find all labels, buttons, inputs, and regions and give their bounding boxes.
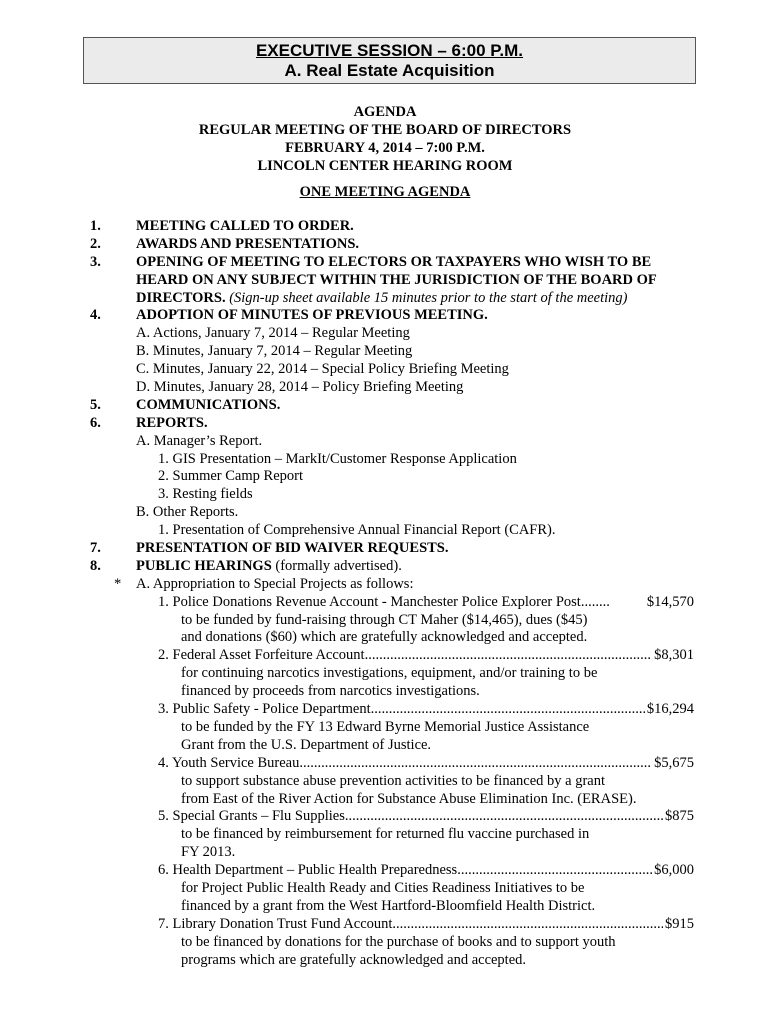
item-text: PUBLIC HEARINGS xyxy=(136,557,272,574)
header-date: FEBRUARY 4, 2014 – 7:00 P.M. xyxy=(285,140,485,156)
sub-item xyxy=(0,576,770,594)
item-number: 2. xyxy=(90,235,101,252)
appropriation-line xyxy=(0,647,770,665)
appropriation-label: 4. Youth Service Bureau xyxy=(158,754,300,771)
item-number: 4. xyxy=(90,307,101,324)
dot-leader xyxy=(365,647,653,665)
agenda-item xyxy=(0,236,770,254)
appropriation-desc xyxy=(0,880,770,898)
desc-line: financed by a grant from the West Hartford-Bloomfield Health District. xyxy=(181,897,596,914)
appropriation-desc xyxy=(0,898,770,916)
desc-line: to be funded by the FY 13 Edward Byrne Memorial Justice Assistance xyxy=(181,718,590,735)
appropriation-label: 1. Police Donations Revenue Account - Manchester Police Explorer Post........ xyxy=(158,593,610,610)
appropriation-line xyxy=(0,862,770,880)
appropriation-desc xyxy=(0,773,770,791)
agenda-item xyxy=(0,307,770,325)
appropriation-line xyxy=(0,808,770,826)
appropriation-label: 5. Special Grants – Flu Supplies xyxy=(158,808,345,825)
appropriation-desc xyxy=(0,791,770,809)
appropriation-line xyxy=(0,701,770,719)
executive-session-title: EXECUTIVE SESSION – 6:00 P.M. xyxy=(255,41,524,60)
appropriation-amount: $8,301 xyxy=(654,647,694,664)
item-text: DIRECTORS. xyxy=(136,289,226,306)
appropriation-desc xyxy=(0,844,770,862)
agenda-item xyxy=(0,254,770,272)
appropriation-amount: $14,570 xyxy=(646,593,694,610)
agenda-list xyxy=(0,218,770,969)
appropriation-amount: $5,675 xyxy=(654,754,694,771)
executive-session-item: A. Real Estate Acquisition xyxy=(284,61,495,80)
item-text: OPENING OF MEETING TO ELECTORS OR TAXPAYERS WHO WISH TO BE xyxy=(136,253,652,270)
dot-leader xyxy=(457,862,652,880)
item-text: HEARD ON ANY SUBJECT WITHIN THE JURISDICTION OF THE BOARD OF xyxy=(136,271,657,288)
item-number: 1. xyxy=(90,218,101,234)
appropriation-desc xyxy=(0,952,770,970)
desc-line: to be financed by donations for the purchase of books and to support youth xyxy=(181,933,616,950)
desc-line: to be financed by reimbursement for returned flu vaccine purchased in xyxy=(181,826,590,843)
item-number: 7. xyxy=(90,540,101,557)
desc-line: financed by proceeds from narcotics investigations. xyxy=(181,683,480,700)
header-location: LINCOLN CENTER HEARING ROOM xyxy=(257,158,513,174)
desc-line: for Project Public Health Ready and Cities Readiness Initiatives to be xyxy=(181,879,585,896)
agenda-item-continued xyxy=(0,290,770,308)
appropriation-desc xyxy=(0,665,770,683)
desc-line: for continuing narcotics investigations, equipment, and/or training to be xyxy=(181,665,598,682)
desc-line: and donations ($60) which are gratefully acknowledged and accepted. xyxy=(181,629,588,646)
appropriation-line xyxy=(0,594,770,612)
minutes-item: B. Minutes, January 7, 2014 – Regular Meeting xyxy=(136,343,413,360)
dot-leader xyxy=(371,701,645,719)
appropriation-line xyxy=(0,916,770,934)
dot-leader xyxy=(345,808,663,826)
desc-line: Grant from the U.S. Department of Justice. xyxy=(181,736,432,753)
dot-leader xyxy=(392,916,663,934)
agenda-item xyxy=(0,218,770,236)
desc-line: programs which are gratefully acknowledged and accepted. xyxy=(181,951,527,968)
agenda-item xyxy=(0,540,770,558)
item-number: 8. xyxy=(90,557,101,574)
report-item: 1. GIS Presentation – MarkIt/Customer Response Application xyxy=(158,450,517,467)
minutes-item: A. Actions, January 7, 2014 – Regular Meeting xyxy=(136,325,410,342)
appropriation-desc xyxy=(0,629,770,647)
item-text: REPORTS. xyxy=(136,414,208,431)
item-number: 3. xyxy=(90,253,101,270)
item-text: PRESENTATION OF BID WAIVER REQUESTS. xyxy=(136,540,449,557)
agenda-header xyxy=(0,103,770,201)
sub-item xyxy=(0,504,770,522)
desc-line: to be funded by fund-raising through CT Maher ($14,465), dues ($45) xyxy=(181,611,588,628)
signup-note: (Sign-up sheet available 15 minutes prior to the start of the meeting) xyxy=(225,289,628,306)
agenda-item xyxy=(0,397,770,415)
item-text: MEETING CALLED TO ORDER. xyxy=(136,218,354,234)
sub-item xyxy=(0,433,770,451)
appropriation-label: 6. Health Department – Public Health Preparedness xyxy=(158,862,458,879)
desc-line: FY 2013. xyxy=(181,844,236,861)
agenda-item xyxy=(0,415,770,433)
one-meeting-agenda-heading: ONE MEETING AGENDA xyxy=(299,184,471,200)
minutes-item: D. Minutes, January 28, 2014 – Policy Briefing Meeting xyxy=(136,379,464,396)
report-item: 3. Resting fields xyxy=(158,486,253,503)
appropriation-desc xyxy=(0,719,770,737)
minutes-item: C. Minutes, January 22, 2014 – Special Policy Briefing Meeting xyxy=(136,361,509,378)
item-text: COMMUNICATIONS. xyxy=(136,396,281,413)
dot-leader xyxy=(299,755,652,773)
executive-session-box xyxy=(83,37,696,84)
appropriation-amount: $16,294 xyxy=(646,701,694,718)
appropriation-label: 7. Library Donation Trust Fund Account xyxy=(158,915,393,932)
agenda-item-continued xyxy=(0,272,770,290)
appropriation-heading: A. Appropriation to Special Projects as follows: xyxy=(136,575,414,592)
appropriation-desc xyxy=(0,737,770,755)
item-text: ADOPTION OF MINUTES OF PREVIOUS MEETING. xyxy=(136,307,488,324)
appropriation-desc xyxy=(0,826,770,844)
appropriation-desc xyxy=(0,934,770,952)
sub-item xyxy=(0,343,770,361)
item-suffix: (formally advertised). xyxy=(271,557,402,574)
appropriation-label: 3. Public Safety - Police Department xyxy=(158,701,371,718)
appropriation-desc xyxy=(0,683,770,701)
appropriation-line xyxy=(0,755,770,773)
report-heading: A. Manager’s Report. xyxy=(136,432,263,449)
header-agenda: AGENDA xyxy=(353,104,417,120)
appropriation-desc xyxy=(0,612,770,630)
agenda-item xyxy=(0,558,770,576)
appropriation-amount: $6,000 xyxy=(654,862,694,879)
report-item: 1. Presentation of Comprehensive Annual Financial Report (CAFR). xyxy=(158,522,556,539)
report-item: 2. Summer Camp Report xyxy=(158,468,303,485)
item-text: AWARDS AND PRESENTATIONS. xyxy=(136,235,360,252)
appropriation-label: 2. Federal Asset Forfeiture Account xyxy=(158,647,365,664)
asterisk-marker: * xyxy=(114,575,122,592)
sub-sub-item xyxy=(0,468,770,486)
report-heading: B. Other Reports. xyxy=(136,504,239,521)
sub-item xyxy=(0,361,770,379)
sub-item xyxy=(0,379,770,397)
item-number: 5. xyxy=(90,396,101,413)
desc-line: from East of the River Action for Substance Abuse Elimination Inc. (ERASE). xyxy=(181,790,637,807)
desc-line: to support substance abuse prevention activities to be financed by a grant xyxy=(181,772,605,789)
item-number: 6. xyxy=(90,414,101,431)
appropriation-amount: $875 xyxy=(665,808,694,825)
appropriation-amount: $915 xyxy=(665,915,694,932)
sub-item xyxy=(0,325,770,343)
sub-sub-item xyxy=(0,522,770,540)
sub-sub-item xyxy=(0,486,770,504)
header-meeting-title: REGULAR MEETING OF THE BOARD OF DIRECTORS xyxy=(198,122,572,138)
sub-sub-item xyxy=(0,451,770,469)
